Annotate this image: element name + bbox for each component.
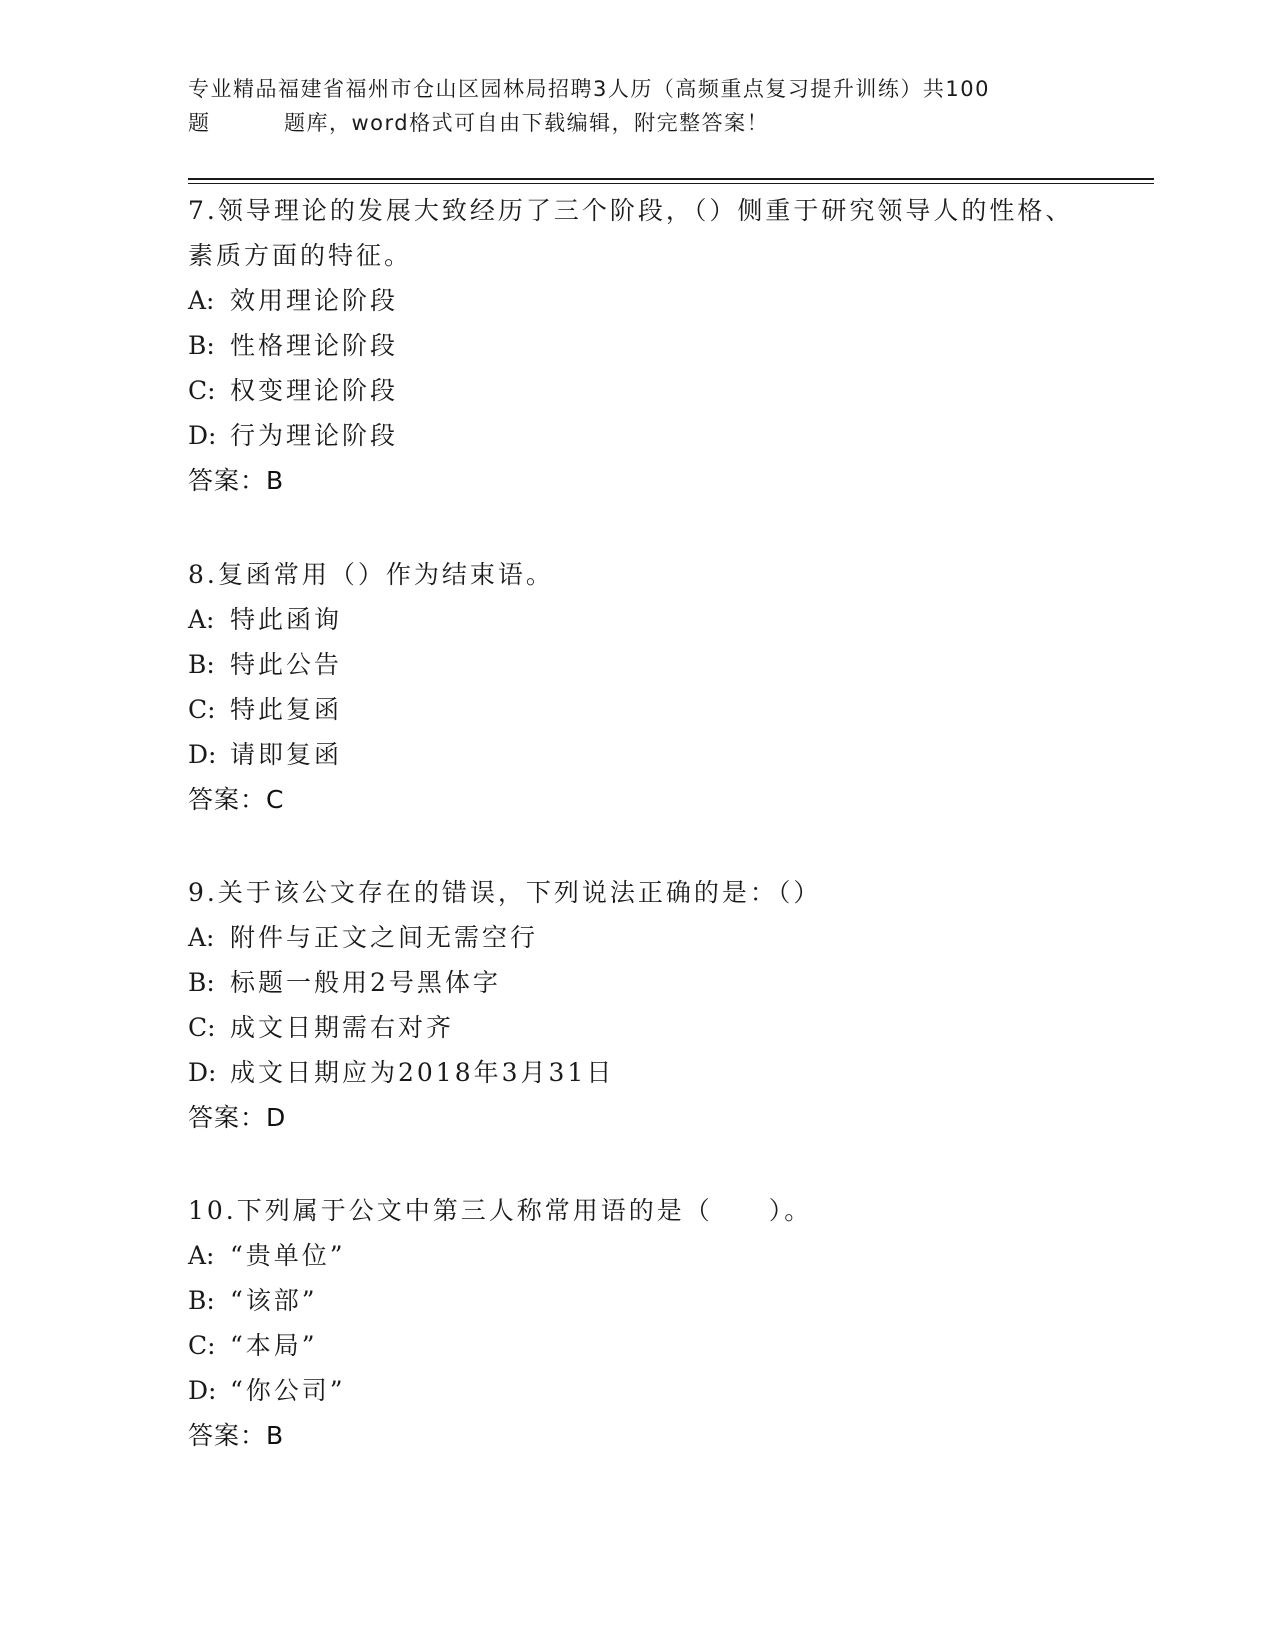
option-letter: B: xyxy=(188,650,215,679)
question-10 xyxy=(188,1188,1088,1458)
option-letter: A: xyxy=(188,605,215,634)
option-c xyxy=(188,1323,1088,1368)
option-d xyxy=(188,413,1088,458)
option-b xyxy=(188,642,1088,687)
option-text: 附件与正文之间无需空行 xyxy=(230,923,539,952)
option-letter: D: xyxy=(188,1058,217,1087)
option-a xyxy=(188,278,1088,323)
option-d xyxy=(188,1368,1088,1413)
header-divider xyxy=(188,178,1154,184)
option-letter: B: xyxy=(188,1286,215,1315)
option-b xyxy=(188,960,1088,1005)
question-stem: 10.下列属于公文中第三人称常用语的是（ ）。 xyxy=(188,1196,813,1225)
option-text: 成文日期需右对齐 xyxy=(230,1013,455,1042)
option-letter: A: xyxy=(188,286,215,315)
option-text: 效用理论阶段 xyxy=(230,286,399,315)
answer-line: 答案：D xyxy=(188,1103,287,1132)
option-a xyxy=(188,915,1088,960)
question-8 xyxy=(188,552,1088,822)
option-text: 标题一般用2号黑体字 xyxy=(230,968,501,997)
option-letter: D: xyxy=(188,1376,217,1405)
option-letter: C: xyxy=(188,376,216,405)
option-text: “你公司” xyxy=(230,1376,346,1405)
option-letter: D: xyxy=(188,740,217,769)
option-d xyxy=(188,732,1088,777)
answer-line: 答案：B xyxy=(188,466,285,495)
option-text: 行为理论阶段 xyxy=(230,421,399,450)
option-b xyxy=(188,1278,1088,1323)
option-letter: A: xyxy=(188,923,215,952)
option-c xyxy=(188,687,1088,732)
header-title-line2 xyxy=(188,106,1088,140)
option-text: 性格理论阶段 xyxy=(230,331,399,360)
option-c xyxy=(188,368,1088,413)
option-letter: C: xyxy=(188,695,216,724)
option-text: 特此复函 xyxy=(230,695,343,724)
question-stem: 9.关于该公文存在的错误，下列说法正确的是：（） xyxy=(188,878,822,907)
question-stem: 8.复函常用（）作为结束语。 xyxy=(188,560,554,589)
option-text: 请即复函 xyxy=(230,740,343,769)
question-stem: 7.领导理论的发展大致经历了三个阶段，（）侧重于研究领导人的性格、素质方面的特征。 xyxy=(188,196,1074,270)
question-9 xyxy=(188,870,1088,1140)
header-title-line1: 专业精品福建省福州市仓山区园林局招聘3人历（高频重点复习提升训练）共100 xyxy=(188,77,990,101)
option-text: “该部” xyxy=(230,1286,318,1315)
answer-line: 答案：C xyxy=(188,785,285,814)
header-title-line2-right: 题库，word格式可自由下载编辑，附完整答案！ xyxy=(284,111,770,135)
option-letter: C: xyxy=(188,1013,216,1042)
option-a xyxy=(188,597,1088,642)
option-b xyxy=(188,323,1088,368)
option-text: 权变理论阶段 xyxy=(230,376,399,405)
option-text: 特此函询 xyxy=(230,605,343,634)
question-7 xyxy=(188,188,1088,503)
option-letter: A: xyxy=(188,1241,215,1270)
option-letter: C: xyxy=(188,1331,216,1360)
option-text: 特此公告 xyxy=(230,650,343,679)
option-c xyxy=(188,1005,1088,1050)
answer-line: 答案：B xyxy=(188,1421,285,1450)
option-letter: B: xyxy=(188,331,215,360)
option-text: “贵单位” xyxy=(230,1241,346,1270)
header-title-line2-left: 题 xyxy=(188,111,211,135)
option-a xyxy=(188,1233,1088,1278)
option-text: 成文日期应为2018年3月31日 xyxy=(230,1058,615,1087)
option-letter: D: xyxy=(188,421,217,450)
page-header xyxy=(188,72,1088,140)
option-text: “本局” xyxy=(230,1331,318,1360)
option-d xyxy=(188,1050,1088,1095)
option-letter: B: xyxy=(188,968,215,997)
